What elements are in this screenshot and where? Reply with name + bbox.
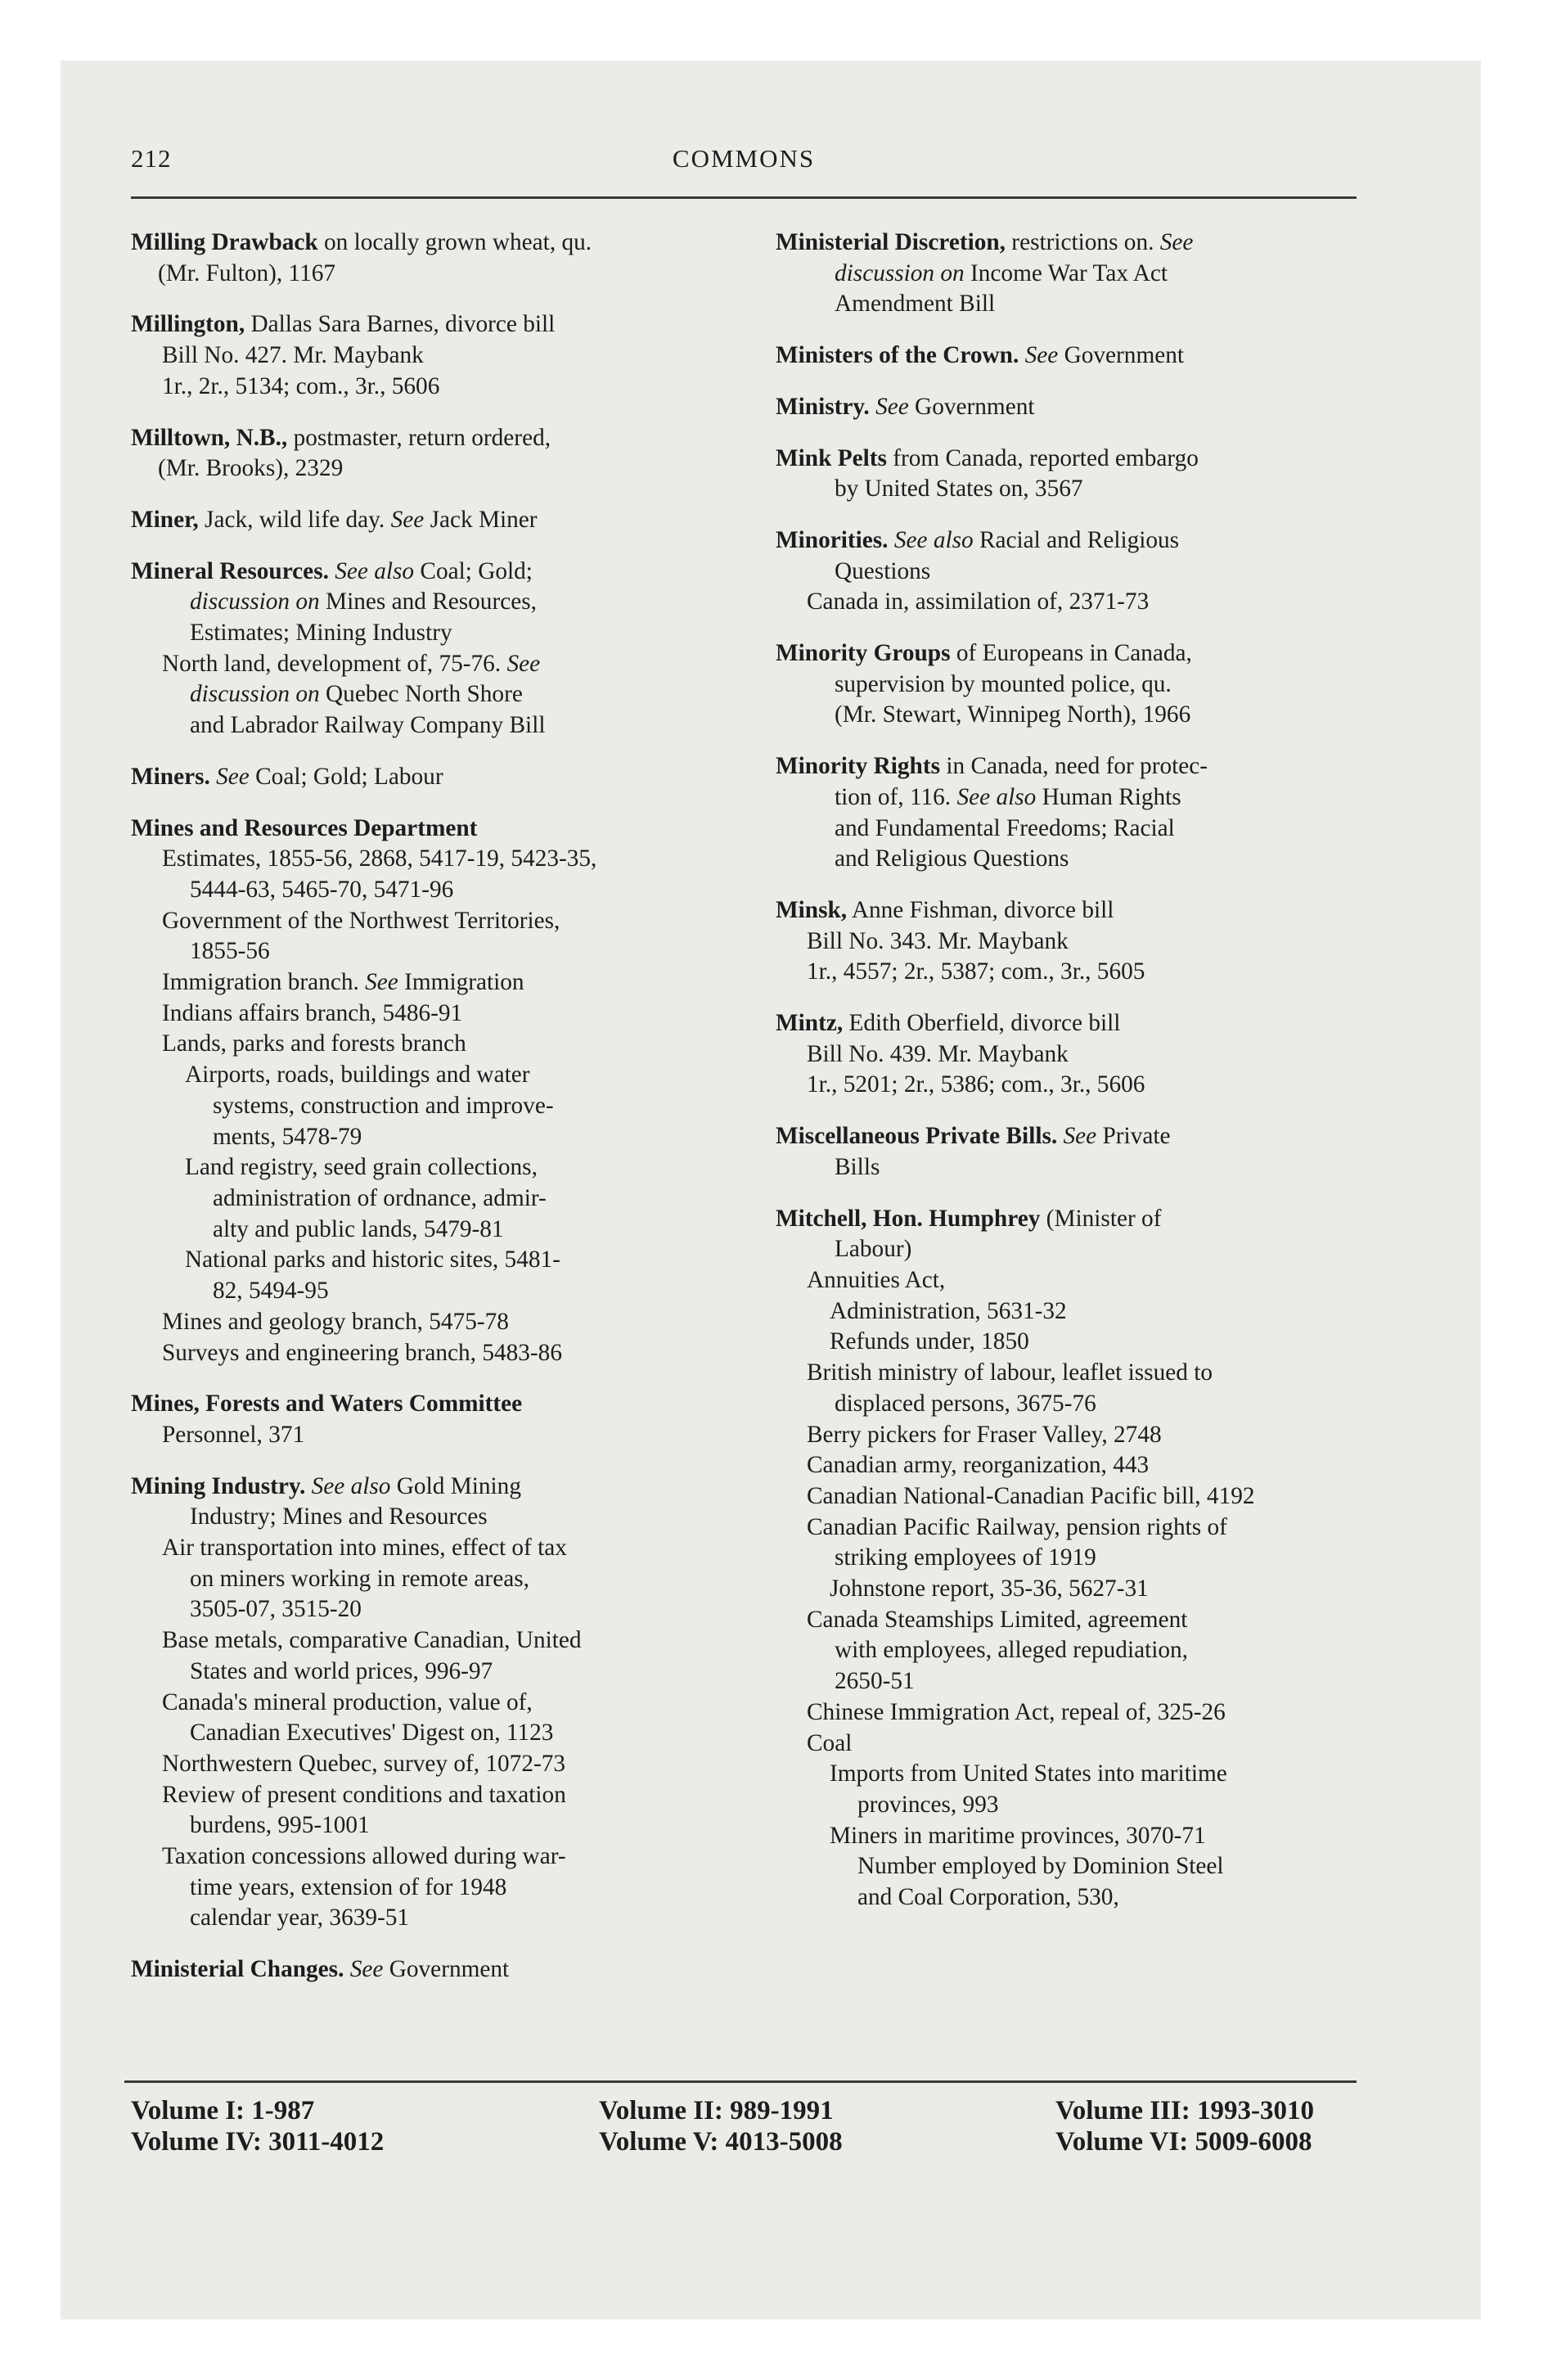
entry-text: from Canada, reported embargo bbox=[886, 444, 1199, 471]
entry-subline bbox=[776, 1605, 1358, 1636]
entry-text: Estimates, 1855-56, 2868, 5417-19, 5423-35, bbox=[162, 845, 597, 872]
entry-subline bbox=[776, 844, 1358, 875]
header-rule bbox=[131, 196, 1357, 199]
entry-text: Personnel, 371 bbox=[162, 1421, 305, 1448]
entry-subline bbox=[131, 1533, 733, 1564]
entry-subline bbox=[131, 1152, 733, 1183]
index-entry bbox=[776, 392, 1358, 423]
entry-text: Edith Oberfield, divorce bill bbox=[843, 1010, 1121, 1037]
index-entry bbox=[776, 340, 1358, 372]
entry-text: in Canada, need for protec- bbox=[940, 753, 1208, 780]
entry-subline bbox=[776, 1759, 1358, 1790]
entry-text: Base metals, comparative Canadian, United bbox=[162, 1627, 582, 1654]
entry-subline bbox=[131, 1029, 733, 1060]
cross-reference: See bbox=[349, 1956, 384, 1983]
index-entry bbox=[776, 1008, 1358, 1101]
entry-subline bbox=[776, 1420, 1358, 1451]
cross-reference: discussion on bbox=[190, 588, 320, 615]
volume-range-column bbox=[1055, 2095, 1314, 2157]
entry-headword: Minority Rights bbox=[776, 753, 941, 780]
entry-subline bbox=[131, 372, 733, 403]
entry-headword: Milling Drawback bbox=[131, 229, 318, 255]
entry-subline bbox=[776, 1296, 1358, 1327]
entry-headword: Miners. bbox=[131, 763, 210, 790]
volume-range-column bbox=[131, 2095, 384, 2157]
entry-heading-line bbox=[131, 1954, 733, 1986]
entry-headword: Mineral Resources. bbox=[131, 557, 329, 584]
entry-text: Industry; Mines and Resources bbox=[190, 1503, 488, 1530]
entry-headword: Millington, bbox=[131, 311, 245, 338]
entry-subline bbox=[131, 1183, 733, 1215]
cross-reference: See bbox=[1024, 342, 1059, 369]
entry-subline bbox=[131, 1810, 733, 1841]
entry-subline bbox=[776, 1358, 1358, 1389]
entry-text: calendar year, 3639-51 bbox=[190, 1904, 410, 1931]
entry-subline bbox=[131, 1873, 733, 1904]
entry-heading-line bbox=[776, 228, 1358, 259]
cross-reference: See bbox=[365, 969, 398, 996]
entry-subline bbox=[776, 1234, 1358, 1265]
entry-heading-line bbox=[776, 638, 1358, 669]
entry-heading-line bbox=[776, 392, 1358, 423]
entry-heading-line bbox=[776, 1204, 1358, 1235]
entry-text: Number employed by Dominion Steel bbox=[857, 1853, 1224, 1880]
entry-subline bbox=[776, 289, 1358, 320]
entry-headword: Mink Pelts bbox=[776, 444, 887, 471]
entry-text: displaced persons, 3675-76 bbox=[835, 1390, 1096, 1417]
entry-subline bbox=[131, 679, 733, 710]
entry-text: 1r., 5201; 2r., 5386; com., 3r., 5606 bbox=[807, 1071, 1145, 1098]
entry-text: and Fundamental Freedoms; Racial bbox=[835, 814, 1175, 841]
entry-text: administration of ordnance, admir- bbox=[213, 1184, 547, 1211]
entry-text: Estimates; Mining Industry bbox=[190, 620, 452, 647]
entry-subline bbox=[776, 669, 1358, 701]
entry-text: Government bbox=[1058, 342, 1185, 369]
entry-subline bbox=[131, 844, 733, 875]
entry-text: (Minister of bbox=[1040, 1205, 1162, 1232]
entry-text: States and world prices, 996-97 bbox=[190, 1657, 493, 1684]
entry-subline bbox=[776, 1389, 1358, 1420]
page-number: 212 bbox=[131, 144, 172, 173]
entry-subline bbox=[131, 906, 733, 937]
entry-text: of Europeans in Canada, bbox=[950, 640, 1192, 667]
entry-subline bbox=[131, 453, 733, 485]
volume-range: Volume II: 989-1991 bbox=[599, 2096, 834, 2125]
entry-heading-line bbox=[131, 557, 733, 588]
entry-subline bbox=[131, 1749, 733, 1780]
entry-text: 3505-07, 3515-20 bbox=[190, 1596, 362, 1623]
entry-text: and Labrador Railway Company Bill bbox=[190, 712, 546, 739]
entry-text: Miners in maritime provinces, 3070-71 bbox=[830, 1822, 1206, 1849]
cross-reference: See also bbox=[335, 557, 415, 584]
index-entry bbox=[776, 1121, 1358, 1183]
entry-text: 1r., 2r., 5134; com., 3r., 5606 bbox=[162, 372, 440, 399]
entry-text: time years, extension of for 1948 bbox=[190, 1873, 507, 1900]
entry-text: Annuities Act, bbox=[807, 1266, 946, 1293]
entry-text: Dallas Sara Barnes, divorce bill bbox=[245, 311, 556, 338]
entry-heading-line bbox=[131, 1472, 733, 1503]
entry-text bbox=[1019, 342, 1024, 368]
entry-subline bbox=[776, 1039, 1358, 1071]
entry-headword: Miscellaneous Private Bills. bbox=[776, 1123, 1058, 1150]
index-entry bbox=[776, 525, 1358, 618]
index-entry bbox=[131, 1472, 733, 1935]
entry-subline bbox=[131, 340, 733, 372]
entry-text bbox=[305, 1473, 311, 1499]
entry-subline bbox=[131, 1122, 733, 1153]
entry-subline bbox=[776, 1327, 1358, 1358]
entry-text: 1r., 4557; 2r., 5387; com., 3r., 5605 bbox=[807, 958, 1145, 985]
entry-heading-line bbox=[776, 444, 1358, 475]
entry-subline bbox=[131, 998, 733, 1030]
entry-headword: Ministry. bbox=[776, 393, 870, 420]
entry-subline bbox=[131, 1625, 733, 1657]
entry-text: National parks and historic sites, 5481- bbox=[185, 1246, 560, 1273]
index-entry bbox=[776, 1204, 1358, 1913]
entry-heading-line bbox=[776, 895, 1358, 926]
entry-headword: Ministers of the Crown. bbox=[776, 342, 1019, 369]
entry-text: Canadian Pacific Railway, pension rights of bbox=[807, 1513, 1227, 1540]
entry-subline bbox=[776, 926, 1358, 958]
entry-text: Coal; Gold; Labour bbox=[249, 763, 443, 790]
index-entry bbox=[131, 557, 733, 741]
entry-text bbox=[1057, 1123, 1063, 1149]
entry-subline bbox=[131, 710, 733, 741]
entry-headword: Miner, bbox=[131, 506, 199, 533]
entry-text: burdens, 995-1001 bbox=[190, 1812, 370, 1839]
entry-subline bbox=[776, 1450, 1358, 1481]
entry-text: (Mr. Stewart, Winnipeg North), 1966 bbox=[835, 701, 1191, 728]
index-entry bbox=[131, 1954, 733, 1986]
entry-text: 2650-51 bbox=[835, 1668, 915, 1695]
entry-headword: Minority Groups bbox=[776, 640, 951, 667]
page-header bbox=[131, 137, 1357, 187]
entry-text: Johnstone report, 35-36, 5627-31 bbox=[830, 1575, 1149, 1602]
entry-text: Berry pickers for Fraser Valley, 2748 bbox=[807, 1421, 1162, 1448]
entry-text: provinces, 993 bbox=[857, 1791, 999, 1818]
entry-subline bbox=[131, 1091, 733, 1122]
entry-heading-line bbox=[131, 505, 733, 536]
entry-text: postmaster, return ordered, bbox=[287, 424, 551, 451]
entry-subline bbox=[131, 1688, 733, 1719]
entry-heading-line bbox=[131, 1389, 733, 1420]
volume-range: Volume III: 1993-3010 bbox=[1055, 2096, 1314, 2125]
entry-text: Labour) bbox=[835, 1236, 912, 1263]
entry-headword: Milltown, N.B., bbox=[131, 424, 288, 451]
entry-subline bbox=[776, 587, 1358, 618]
entry-subline bbox=[131, 1594, 733, 1625]
entry-text: Coal bbox=[807, 1729, 853, 1756]
entry-text: (Mr. Brooks), 2329 bbox=[158, 455, 344, 482]
entry-subline bbox=[776, 700, 1358, 731]
entry-text: 1855-56 bbox=[190, 938, 270, 965]
entry-headword: Ministerial Discretion, bbox=[776, 229, 1006, 255]
entry-subline bbox=[131, 1780, 733, 1811]
entry-subline bbox=[776, 557, 1358, 588]
entry-heading-line bbox=[776, 1121, 1358, 1152]
index-entry bbox=[776, 638, 1358, 731]
entry-text bbox=[870, 394, 875, 420]
cross-reference: See also bbox=[956, 783, 1037, 810]
entry-subline bbox=[776, 1790, 1358, 1821]
entry-text: on locally grown wheat, qu. bbox=[317, 229, 592, 255]
entry-heading-line bbox=[131, 228, 733, 259]
entry-text: with employees, alleged repudiation, bbox=[835, 1637, 1189, 1664]
index-entry bbox=[776, 895, 1358, 988]
entry-subline bbox=[131, 1841, 733, 1873]
entry-subline bbox=[131, 1338, 733, 1369]
volume-range-column bbox=[599, 2095, 843, 2157]
entry-text: alty and public lands, 5479-81 bbox=[213, 1215, 504, 1242]
index-entry bbox=[776, 444, 1358, 505]
entry-subline bbox=[776, 957, 1358, 988]
entry-subline bbox=[131, 1903, 733, 1934]
entry-headword: Mines, Forests and Waters Committee bbox=[131, 1391, 523, 1418]
entry-text: Immigration bbox=[398, 969, 524, 996]
entry-text: Canada Steamships Limited, agreement bbox=[807, 1606, 1188, 1633]
entry-text: Human Rights bbox=[1036, 783, 1181, 810]
cross-reference: See bbox=[1063, 1123, 1097, 1150]
index-entry bbox=[131, 228, 733, 289]
entry-text: Quebec North Shore bbox=[319, 681, 523, 708]
entry-text: Immigration branch. bbox=[162, 969, 366, 996]
right-column bbox=[776, 228, 1358, 1934]
entry-text: Refunds under, 1850 bbox=[830, 1328, 1029, 1355]
entry-subline bbox=[131, 1502, 733, 1533]
entry-subline bbox=[776, 474, 1358, 505]
entry-text: 82, 5494-95 bbox=[213, 1278, 329, 1305]
entry-subline bbox=[131, 587, 733, 618]
entry-text: Canada in, assimilation of, 2371-73 bbox=[807, 588, 1150, 615]
entry-headword: Minsk, bbox=[776, 896, 848, 923]
footer-rule bbox=[124, 2080, 1357, 2083]
entry-text: British ministry of labour, leaflet issued to bbox=[807, 1359, 1213, 1386]
entry-text: Mines and geology branch, 5475-78 bbox=[162, 1308, 509, 1335]
entry-text: Air transportation into mines, effect of tax bbox=[162, 1535, 567, 1562]
entry-text: and Coal Corporation, 530, bbox=[857, 1884, 1119, 1911]
entry-text: Bill No. 427. Mr. Maybank bbox=[162, 342, 424, 369]
entry-subline bbox=[776, 782, 1358, 814]
volume-range: Volume I: 1-987 bbox=[131, 2096, 315, 2125]
entry-subline bbox=[131, 936, 733, 967]
entry-text: Anne Fishman, divorce bill bbox=[847, 896, 1114, 923]
entry-text: Canada's mineral production, value of, bbox=[162, 1688, 533, 1715]
entry-text: Indians affairs branch, 5486-91 bbox=[162, 999, 463, 1026]
entry-text: Jack Miner bbox=[424, 506, 538, 533]
entry-heading-line bbox=[131, 762, 733, 793]
entry-text: Imports from United States into maritime bbox=[830, 1760, 1227, 1787]
left-column bbox=[131, 228, 733, 2006]
index-entry bbox=[131, 505, 733, 536]
entry-text: Income War Tax Act bbox=[964, 259, 1168, 286]
entry-heading-line bbox=[776, 525, 1358, 557]
volume-range: Volume V: 4013-5008 bbox=[599, 2127, 843, 2157]
entry-subline bbox=[776, 1070, 1358, 1101]
entry-headword: Mines and Resources Department bbox=[131, 814, 478, 841]
entry-headword: Mitchell, Hon. Humphrey bbox=[776, 1205, 1041, 1232]
entry-text: Government of the Northwest Territories, bbox=[162, 907, 560, 934]
entry-text: Review of present conditions and taxation bbox=[162, 1781, 566, 1808]
entry-text: Canadian Executives' Digest on, 1123 bbox=[190, 1720, 554, 1747]
entry-subline bbox=[776, 1697, 1358, 1729]
index-entry bbox=[776, 751, 1358, 875]
entry-text: Chinese Immigration Act, repeal of, 325-26 bbox=[807, 1698, 1226, 1725]
entry-subline bbox=[131, 967, 733, 998]
entry-headword: Ministerial Changes. bbox=[131, 1956, 344, 1983]
entry-subline bbox=[776, 1821, 1358, 1852]
entry-text: (Mr. Fulton), 1167 bbox=[158, 259, 336, 286]
entry-text: striking employees of 1919 bbox=[835, 1544, 1096, 1571]
entry-subline bbox=[131, 649, 733, 680]
running-head: COMMONS bbox=[672, 144, 816, 173]
entry-subline bbox=[776, 1729, 1358, 1760]
cross-reference: See also bbox=[893, 526, 974, 553]
entry-text: Jack, wild life day. bbox=[198, 506, 391, 533]
entry-subline bbox=[776, 1574, 1358, 1605]
entry-text: Bill No. 439. Mr. Maybank bbox=[807, 1040, 1069, 1067]
entry-text: Bills bbox=[835, 1153, 880, 1180]
entry-text: Coal; Gold; bbox=[414, 557, 533, 584]
entry-subline bbox=[776, 1882, 1358, 1913]
entry-subline bbox=[131, 1276, 733, 1307]
entry-text: Private bbox=[1096, 1123, 1171, 1150]
entry-subline bbox=[131, 1245, 733, 1276]
volume-range: Volume VI: 5009-6008 bbox=[1055, 2127, 1312, 2157]
entry-text: Taxation concessions allowed during war- bbox=[162, 1843, 566, 1870]
entry-subline bbox=[776, 1512, 1358, 1544]
entry-heading-line bbox=[776, 1008, 1358, 1039]
entry-subline bbox=[776, 1265, 1358, 1296]
cross-reference: See bbox=[506, 650, 541, 677]
cross-reference: discussion on bbox=[190, 681, 320, 708]
index-entry bbox=[131, 762, 733, 793]
entry-text: Government bbox=[908, 393, 1035, 420]
entry-subline bbox=[131, 259, 733, 290]
entry-subline bbox=[131, 1060, 733, 1091]
entry-text: 5444-63, 5465-70, 5471-96 bbox=[190, 876, 454, 903]
entry-subline bbox=[776, 259, 1358, 290]
cross-reference: discussion on bbox=[835, 259, 965, 286]
entry-subline bbox=[776, 1481, 1358, 1512]
entry-heading-line bbox=[131, 309, 733, 340]
index-entry bbox=[131, 423, 733, 485]
entry-text: Canadian army, reorganization, 443 bbox=[807, 1452, 1150, 1479]
entry-heading-line bbox=[776, 751, 1358, 782]
entry-subline bbox=[776, 814, 1358, 845]
entry-heading-line bbox=[131, 814, 733, 845]
entry-subline bbox=[131, 1420, 733, 1451]
entry-text: ments, 5478-79 bbox=[213, 1123, 362, 1150]
entry-text: on miners working in remote areas, bbox=[190, 1565, 529, 1592]
entry-subline bbox=[131, 1718, 733, 1749]
entry-subline bbox=[131, 1564, 733, 1595]
entry-subline bbox=[776, 1666, 1358, 1697]
entry-text: supervision by mounted police, qu. bbox=[835, 670, 1172, 697]
entry-subline bbox=[131, 1657, 733, 1688]
entry-text: restrictions on. bbox=[1005, 229, 1160, 255]
entry-subline bbox=[776, 1152, 1358, 1183]
entry-text: Mines and Resources, bbox=[319, 588, 537, 615]
entry-text: Questions bbox=[835, 557, 931, 584]
entry-text: Administration, 5631-32 bbox=[830, 1297, 1067, 1324]
entry-subline bbox=[131, 1307, 733, 1338]
entry-subline bbox=[131, 1215, 733, 1246]
entry-subline bbox=[131, 618, 733, 649]
entry-text: Gold Mining bbox=[390, 1472, 521, 1499]
entry-text: Lands, parks and forests branch bbox=[162, 1030, 466, 1057]
entry-text: Canadian National-Canadian Pacific bill, 4192 bbox=[807, 1482, 1255, 1509]
cross-reference: See bbox=[875, 393, 909, 420]
entry-subline bbox=[776, 1635, 1358, 1666]
cross-reference: See bbox=[216, 763, 250, 790]
index-entry bbox=[131, 309, 733, 402]
entry-text: Airports, roads, buildings and water bbox=[185, 1062, 530, 1089]
cross-reference: See bbox=[390, 506, 425, 533]
entry-text bbox=[344, 1956, 349, 1982]
entry-text: Land registry, seed grain collections, bbox=[185, 1154, 538, 1181]
entry-text: Government bbox=[383, 1956, 510, 1983]
entry-headword: Mining Industry. bbox=[131, 1472, 306, 1499]
cross-reference: See also bbox=[311, 1472, 391, 1499]
entry-text: systems, construction and improve- bbox=[213, 1092, 554, 1119]
cross-reference: See bbox=[1159, 229, 1194, 255]
entry-subline bbox=[131, 875, 733, 906]
volume-range: Volume IV: 3011-4012 bbox=[131, 2127, 385, 2157]
entry-text: by United States on, 3567 bbox=[835, 476, 1083, 503]
entry-subline bbox=[776, 1851, 1358, 1882]
entry-text: Surveys and engineering branch, 5483-86 bbox=[162, 1339, 562, 1366]
index-entry bbox=[776, 228, 1358, 320]
entry-text: Racial and Religious bbox=[973, 526, 1180, 553]
entry-subline bbox=[776, 1543, 1358, 1574]
entry-text bbox=[889, 527, 894, 553]
entry-text: Amendment Bill bbox=[835, 291, 996, 318]
entry-text: tion of, 116. bbox=[835, 783, 957, 810]
entry-text: Bill No. 343. Mr. Maybank bbox=[807, 927, 1069, 954]
index-entry bbox=[131, 1389, 733, 1450]
entry-text: and Religious Questions bbox=[835, 845, 1069, 872]
entry-headword: Mintz, bbox=[776, 1010, 844, 1037]
entry-heading-line bbox=[131, 423, 733, 454]
entry-heading-line bbox=[776, 340, 1358, 372]
entry-headword: Minorities. bbox=[776, 526, 889, 553]
entry-text: North land, development of, 75-76. bbox=[162, 650, 507, 677]
index-entry bbox=[131, 814, 733, 1369]
entry-text: Northwestern Quebec, survey of, 1072-73 bbox=[162, 1750, 566, 1777]
